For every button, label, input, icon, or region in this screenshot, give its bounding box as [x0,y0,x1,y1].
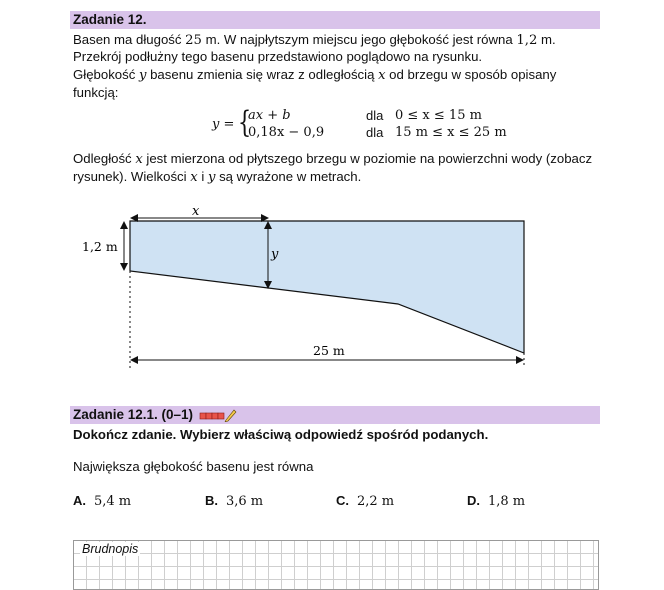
scratch-grid[interactable] [73,540,599,590]
length-label: 25 m [313,343,345,358]
subtask-instruction: Dokończ zdanie. Wybierz właściwą odpowiedź spośród podanych. [73,427,489,442]
option-d[interactable]: D. 1,8 m [467,493,526,509]
x-label: x [192,204,200,219]
option-b[interactable]: B. 3,6 m [205,493,264,509]
question-stem: Największa głębokość basenu jest równa [73,459,314,474]
score-boxes-pencil-icon [199,408,239,422]
option-c[interactable]: C. 2,2 m [336,493,395,509]
subtask-header [70,406,600,424]
pool-water-shape [130,221,524,353]
formula-row-2: 0,18x − 0,9 dla 15 m ≤ x ≤ 25 m [248,125,507,140]
task-text-line-2: Przekrój podłużny tego basenu przedstawiono poglądowo na rysunku. [73,49,483,64]
subtask-title: Zadanie 12.1. (0–1) [73,407,194,422]
task-title: Zadanie 12. [73,12,147,27]
task-text-line-1: Basen ma długość 25 m. W najpłytszym miejscu jego głębokość jest równa 1,2 m. [73,32,556,48]
option-a[interactable]: A. 5,4 m [73,493,132,509]
pool-cross-section-figure [0,195,664,380]
task-text-line-4: funkcją: [73,85,119,100]
brace-icon: { [237,105,252,140]
depth-label: 1,2 m [82,239,118,254]
y-label: y [271,247,279,262]
task-text-line-3: Głębokość y basenu zmienia się wraz z odległością x od brzegu w sposób opisany [73,67,557,83]
scratch-title: Brudnopis [82,542,139,556]
task-text-line-6: rysunek). Wielkości x i y są wyrażone w metrach. [73,169,362,185]
formula-row-1: ax + b dla 0 ≤ x ≤ 15 m [248,108,482,123]
task-text-line-5: Odległość x jest mierzona od płytszego brzegu w poziomie na powierzchni wody (zobacz [73,151,593,167]
formula-lhs: y = [212,117,235,132]
task-header [70,11,600,29]
